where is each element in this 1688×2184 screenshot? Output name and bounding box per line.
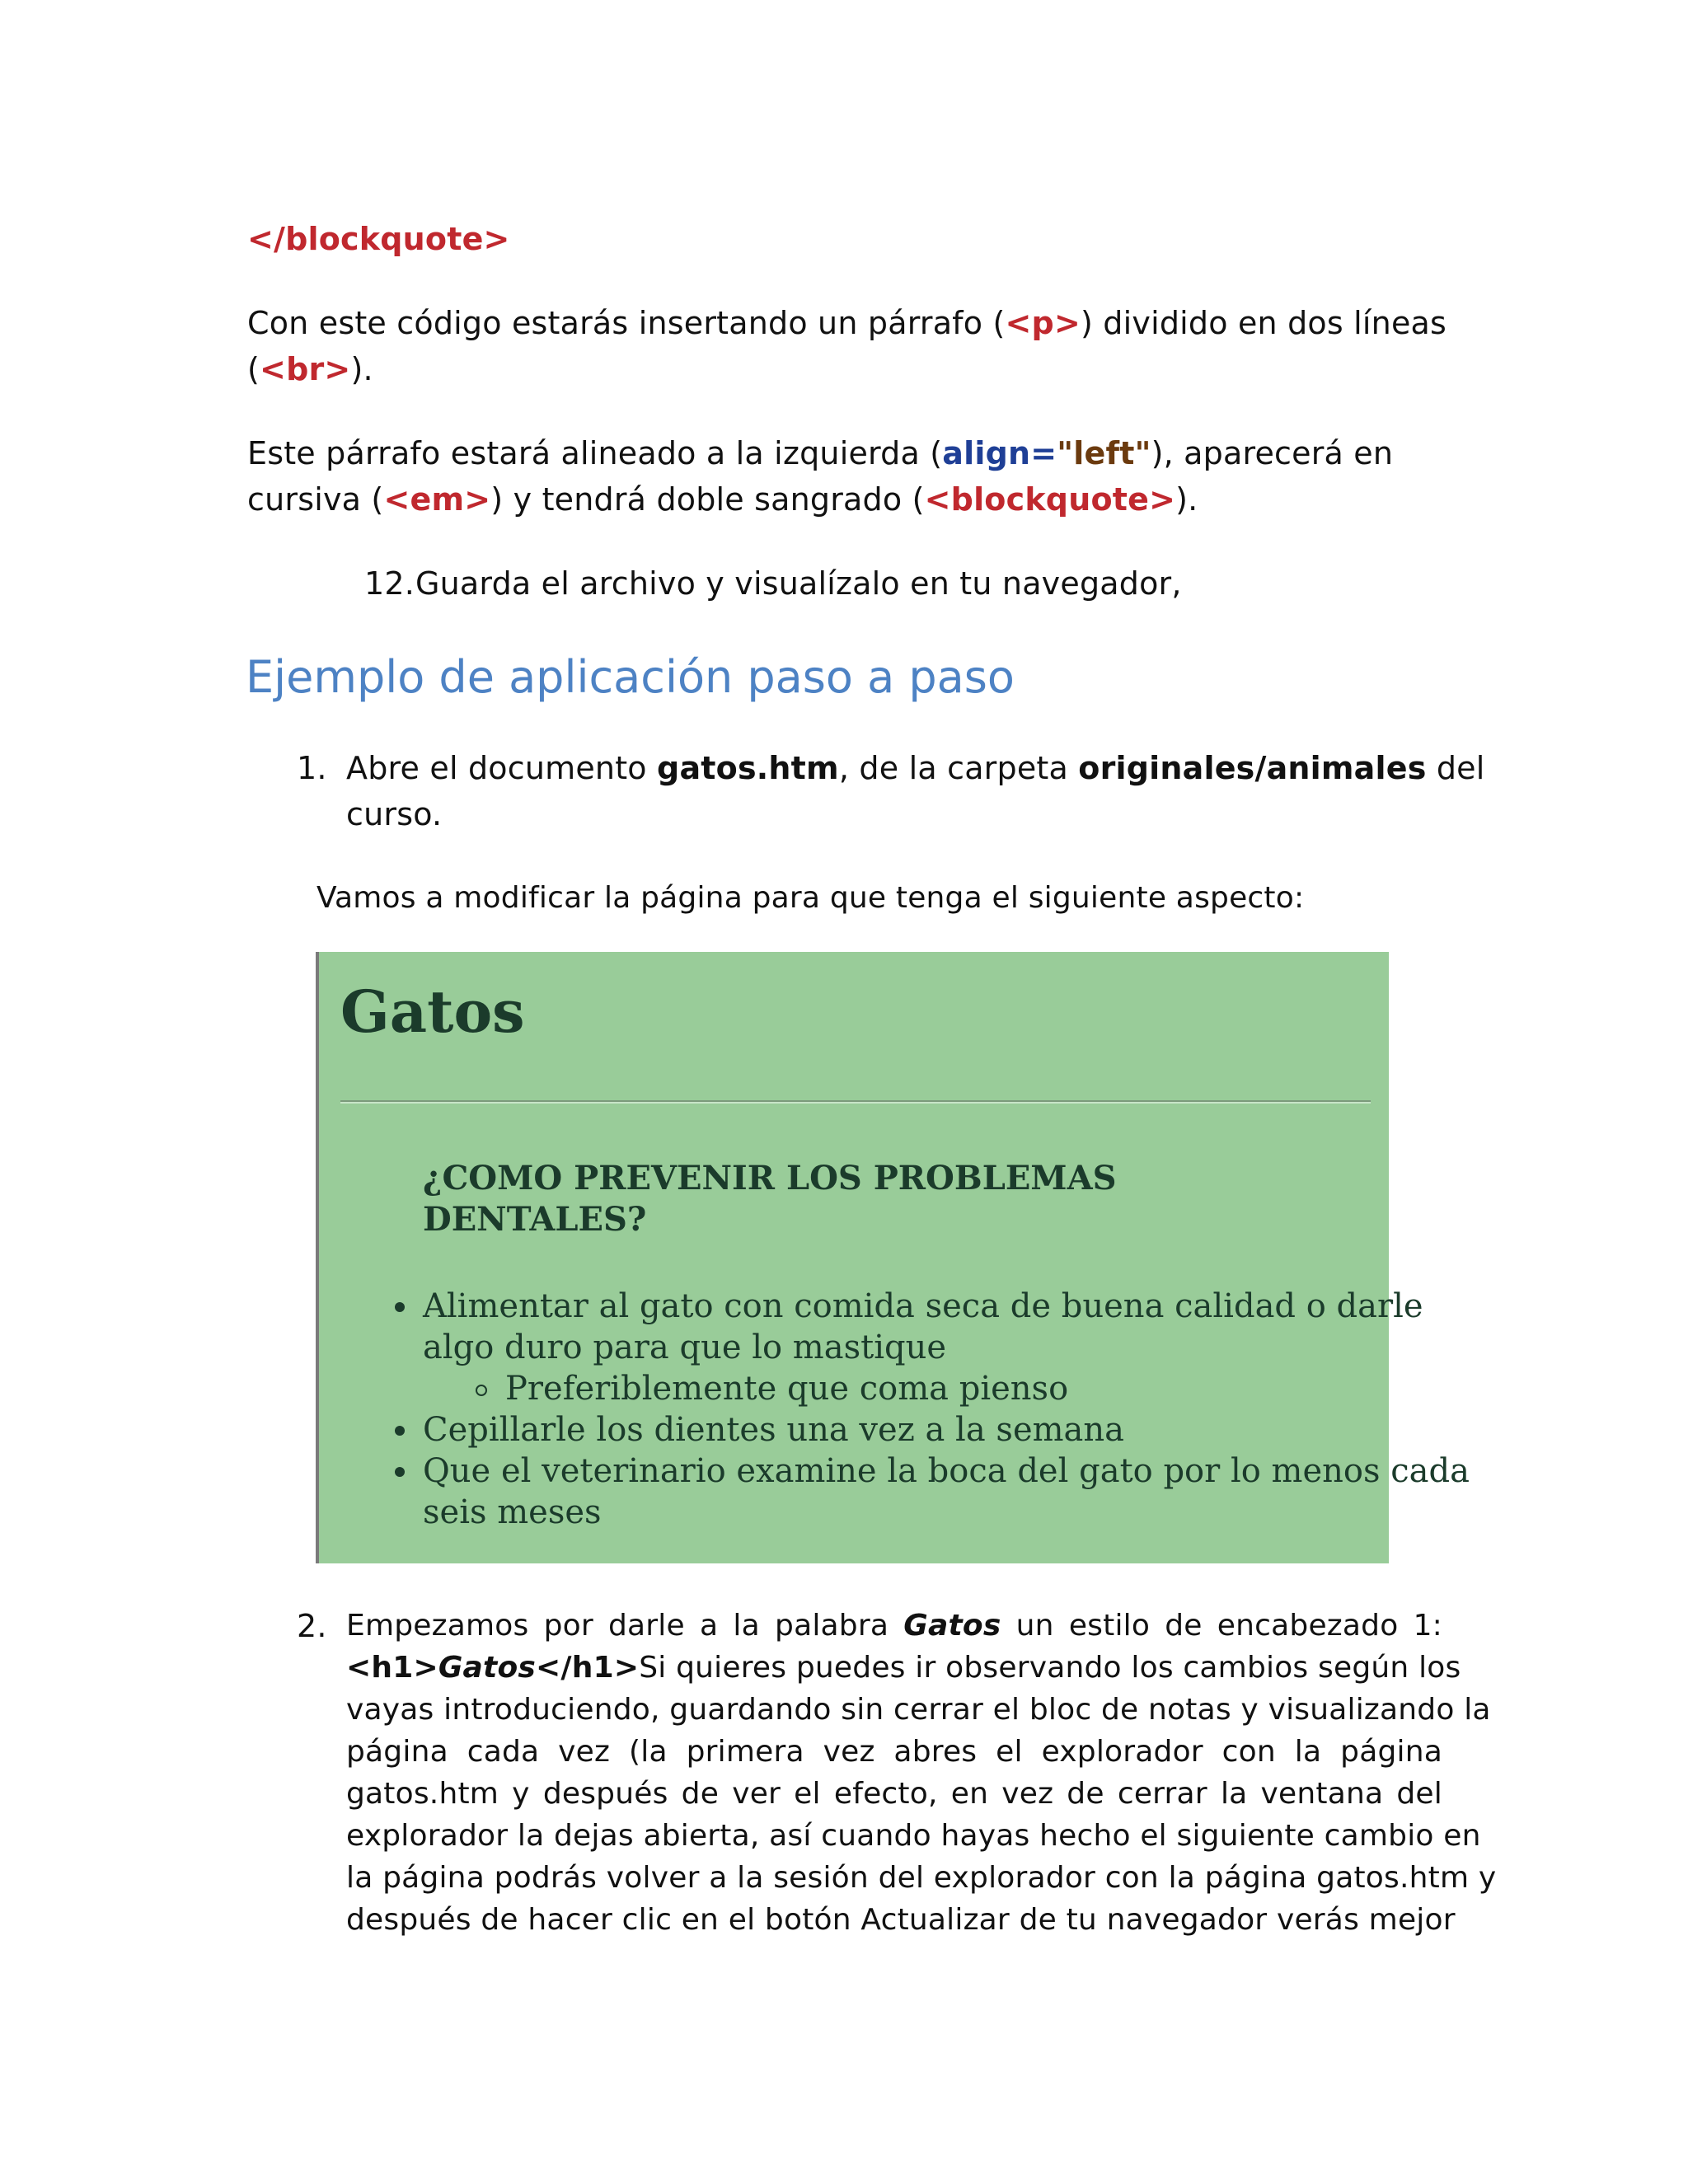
text: Si quieres puedes ir observando los cambios según los bbox=[639, 1651, 1461, 1685]
paragraph-2-line-2 bbox=[247, 476, 1198, 523]
step-2-line-1 bbox=[346, 1603, 1442, 1649]
code-blockquote-tag: <blockquote> bbox=[924, 481, 1176, 518]
bullet-icon bbox=[395, 1467, 405, 1477]
text: Este párrafo estará alineado a la izquierda ( bbox=[247, 435, 943, 471]
step-1-line-1 bbox=[346, 745, 1484, 791]
text: Empezamos por darle a la palabra bbox=[346, 1609, 904, 1643]
section-heading: Ejemplo de aplicación paso a paso bbox=[246, 651, 1015, 703]
preview-horizontal-rule bbox=[340, 1100, 1371, 1104]
step-2-line-7: la página podrás volver a la sesión del explorador con la página gatos.htm y bbox=[346, 1861, 1497, 1895]
bullet-icon bbox=[395, 1302, 405, 1312]
text: Abre el documento bbox=[346, 750, 658, 786]
text: cursiva ( bbox=[247, 481, 384, 518]
step-1-line-2: curso. bbox=[346, 796, 443, 832]
step-2-number: 2. bbox=[297, 1608, 327, 1644]
preview-title: Gatos bbox=[340, 977, 525, 1046]
step-2-line-5: gatos.htm y después de ver el efecto, en vez de cerrar la ventana del bbox=[346, 1777, 1442, 1811]
step-12-text: Guarda el archivo y visualízalo en tu navegador, bbox=[415, 565, 1182, 602]
preview-subtitle-line-1: ¿COMO PREVENIR LOS PROBLEMAS bbox=[423, 1159, 1117, 1197]
code-blockquote-close: </blockquote> bbox=[247, 221, 510, 257]
code-h1-open: <h1> bbox=[346, 1651, 438, 1685]
preview-item-3-line-1: Que el veterinario examine la boca del gato por lo menos cada bbox=[423, 1452, 1470, 1490]
emphasized-word: Gatos bbox=[903, 1609, 1001, 1643]
step-2-line-2 bbox=[346, 1645, 1461, 1691]
circle-bullet-icon bbox=[476, 1385, 487, 1396]
code-p-tag: <p> bbox=[1005, 305, 1081, 341]
preview-item-1-line-2: algo duro para que lo mastique bbox=[423, 1329, 947, 1366]
text: del bbox=[1426, 750, 1485, 786]
paragraph-2-line-1 bbox=[247, 430, 1393, 476]
page-preview-image bbox=[316, 952, 1470, 1563]
preview-subtitle-line-2: DENTALES? bbox=[423, 1200, 647, 1239]
step-2-line-3: vayas introduciendo, guardando sin cerrar el bloc de notas y visualizando la bbox=[346, 1693, 1491, 1727]
preview-item-3-line-2: seis meses bbox=[423, 1493, 602, 1531]
step-12-number: 12. bbox=[364, 565, 415, 602]
step-1-number: 1. bbox=[297, 750, 327, 786]
bullet-icon bbox=[395, 1426, 405, 1436]
file-name: gatos.htm bbox=[657, 750, 839, 786]
text: ). bbox=[1175, 481, 1198, 518]
text: Con este código estarás insertando un párrafo ( bbox=[247, 305, 1006, 341]
preview-item-2: Cepillarle los dientes una vez a la semana bbox=[423, 1411, 1124, 1449]
step-2-line-8: después de hacer clic en el botón Actualizar de tu navegador verás mejor bbox=[346, 1903, 1456, 1937]
code-align-attr: align= bbox=[942, 435, 1057, 471]
text: ( bbox=[247, 351, 260, 387]
code-em-tag: <em> bbox=[383, 481, 491, 518]
paragraph-1-line-1 bbox=[247, 300, 1447, 346]
preview-item-1-line-1: Alimentar al gato con comida seca de buena calidad o darle bbox=[423, 1287, 1423, 1325]
step-2-line-6: explorador la dejas abierta, así cuando hayas hecho el siguiente cambio en bbox=[346, 1819, 1481, 1853]
text: , de la carpeta bbox=[838, 750, 1079, 786]
folder-name: originales/animales bbox=[1078, 750, 1427, 786]
intro-text: Vamos a modificar la página para que tenga el siguiente aspecto: bbox=[316, 881, 1305, 915]
code-h1-close: </h1> bbox=[536, 1651, 640, 1685]
code-left-value: "left" bbox=[1057, 435, 1151, 471]
text: ) y tendrá doble sangrado ( bbox=[490, 481, 925, 518]
preview-subitem-1: Preferiblemente que coma pienso bbox=[505, 1370, 1069, 1408]
text: ). bbox=[350, 351, 373, 387]
code-h1-content: Gatos bbox=[438, 1651, 537, 1685]
step-2-line-4: página cada vez (la primera vez abres el explorador con la página bbox=[346, 1735, 1442, 1769]
text: ) dividido en dos líneas bbox=[1081, 305, 1447, 341]
text: ), aparecerá en bbox=[1151, 435, 1394, 471]
text: un estilo de encabezado 1: bbox=[1001, 1609, 1443, 1643]
paragraph-1-line-2 bbox=[247, 346, 373, 392]
code-br-tag: <br> bbox=[260, 351, 351, 387]
